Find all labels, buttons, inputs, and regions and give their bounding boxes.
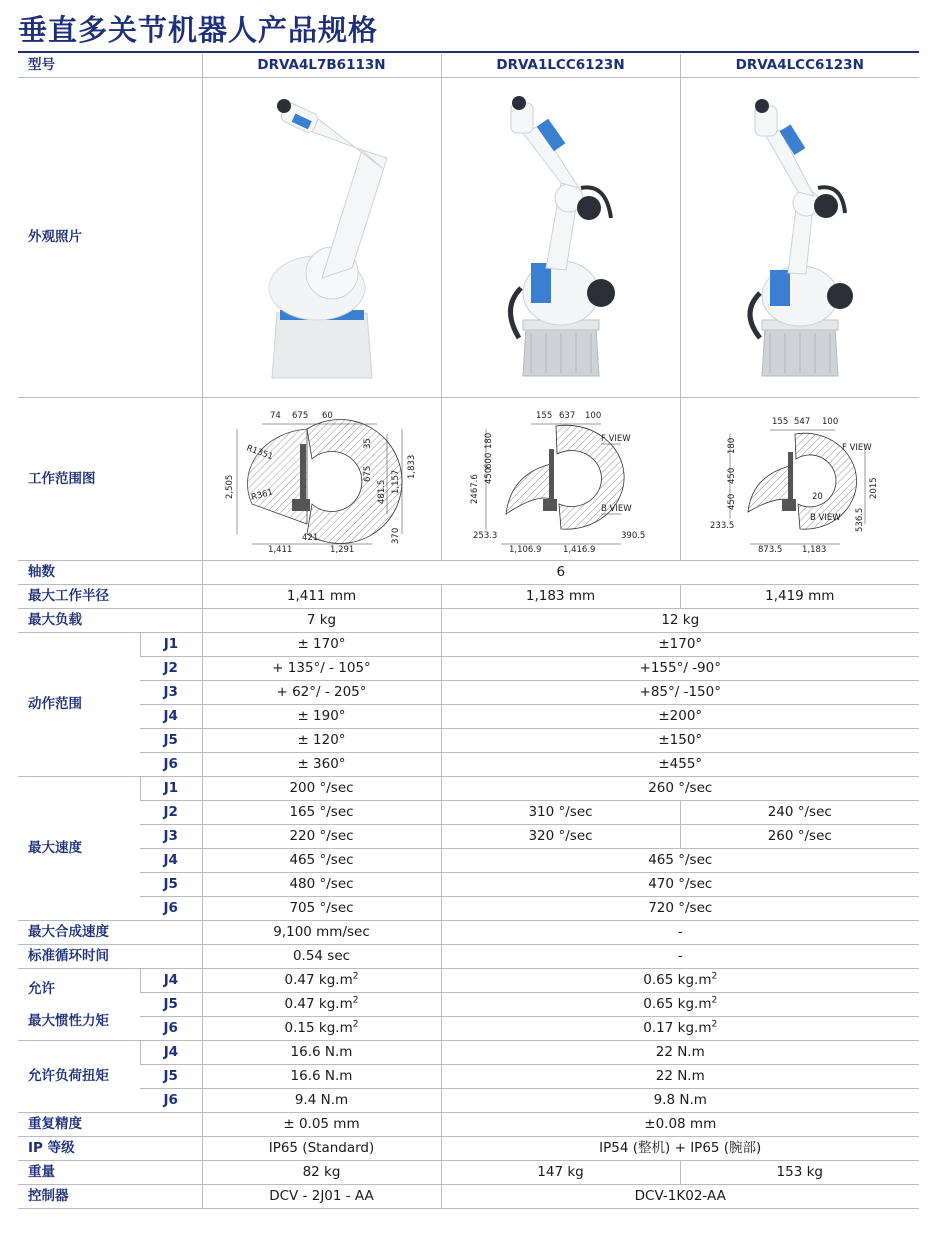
motion-row-j4	[18, 705, 919, 729]
weight-3: 153 kg	[680, 1161, 919, 1185]
speed-joint-j5: J5	[140, 873, 202, 897]
header-row	[18, 54, 919, 78]
motion-j6-a: ± 360°	[202, 753, 441, 777]
d3-top-0: 155	[771, 417, 788, 427]
speed-row-j5	[18, 873, 919, 897]
cycle-time-label: 标准循环时间	[18, 945, 202, 969]
model-name-2: DRVA1LCC6123N	[441, 54, 680, 78]
motion-row-j1	[18, 633, 919, 657]
workrange-row	[18, 398, 919, 561]
d1-bottom-mid: 421	[301, 533, 318, 543]
inertia-j4-b: 0.65 $kg.m^2$	[441, 969, 919, 993]
inertia-row-j5	[18, 993, 919, 1017]
workrange-svg-1	[212, 404, 432, 554]
max-payload-2: 12 kg	[441, 609, 919, 633]
speed-j5-a: 480 °/sec	[202, 873, 441, 897]
inertia-row-j4	[18, 969, 919, 993]
workrange-svg-2	[451, 404, 671, 554]
motion-j4-b: ±200°	[441, 705, 919, 729]
max-payload-row	[18, 609, 919, 633]
ip-label: IP 等级	[18, 1137, 202, 1161]
d3-left-0: 180	[726, 437, 737, 454]
workrange-diagram-1	[202, 398, 441, 561]
axes-value: 6	[202, 561, 919, 585]
controller-label: 控制器	[18, 1185, 202, 1209]
photo-row	[18, 78, 919, 398]
cycle-time-2: -	[441, 945, 919, 969]
motion-j3-a: + 62°/ - 205°	[202, 681, 441, 705]
d1-top-2: 60	[321, 411, 333, 421]
composite-speed-label: 最大合成速度	[18, 921, 202, 945]
speed-row-j4	[18, 849, 919, 873]
motion-row-j6	[18, 753, 919, 777]
inertia-j6-a: 0.15 $kg.m^2$	[202, 1017, 441, 1041]
cycle-time-1: 0.54 sec	[202, 945, 441, 969]
ip-2: IP54 (整机) + IP65 (腕部)	[441, 1137, 919, 1161]
weight-row	[18, 1161, 919, 1185]
d1-r2: R361	[249, 487, 274, 503]
d2-base-0: 1,106.9	[508, 545, 541, 554]
torque-joint-j5: J5	[140, 1065, 202, 1089]
d1-right-3: 1,157	[390, 469, 401, 494]
repeatability-2: ±0.08 mm	[441, 1113, 919, 1137]
max-radius-label: 最大工作半径	[18, 585, 202, 609]
inertia-label-line1: 允许	[28, 980, 55, 997]
speed-row-j2	[18, 801, 919, 825]
workrange-diagram-2	[441, 398, 680, 561]
d1-right-1: 675	[362, 465, 373, 482]
page-title: 垂直多关节机器人产品规格	[18, 13, 379, 47]
inertia-label	[18, 969, 140, 1041]
inertia-label-line2: 最大惯性力矩	[28, 1012, 109, 1029]
max-payload-1: 7 kg	[202, 609, 441, 633]
d3-top-1: 547	[793, 417, 810, 427]
motion-j5-b: ±150°	[441, 729, 919, 753]
max-radius-3: 1,419 mm	[680, 585, 919, 609]
composite-speed-2: -	[441, 921, 919, 945]
d1-base-1: 1,291	[329, 545, 354, 554]
d3-right: 2015	[868, 477, 879, 499]
max-radius-row	[18, 585, 919, 609]
speed-row-j6	[18, 897, 919, 921]
weight-1: 82 kg	[202, 1161, 441, 1185]
speed-j2-c: 240 °/sec	[680, 801, 919, 825]
d2-top-2: 100	[584, 411, 601, 421]
motion-j6-b: ±455°	[441, 753, 919, 777]
motion-j5-a: ± 120°	[202, 729, 441, 753]
controller-1: DCV - 2J01 - AA	[202, 1185, 441, 1209]
d3-bview: B VIEW	[809, 513, 841, 523]
d1-top-1: 675	[291, 411, 308, 421]
model-name-3: DRVA4LCC6123N	[680, 54, 919, 78]
photo-label: 外观照片	[18, 78, 202, 398]
motion-row-j5	[18, 729, 919, 753]
d2-top-0: 155	[535, 411, 552, 421]
inertia-joint-j4: J4	[140, 969, 202, 993]
motion-j4-a: ± 190°	[202, 705, 441, 729]
torque-row-j5	[18, 1065, 919, 1089]
d3-base-0: 873.5	[757, 545, 783, 554]
torque-joint-j6: J6	[140, 1089, 202, 1113]
inertia-j4-a: 0.47 $kg.m^2$	[202, 969, 441, 993]
motion-j2-b: +155°/ -90°	[441, 657, 919, 681]
d3-right2: 536.5	[854, 507, 865, 532]
d1-bottom-right: 370	[390, 527, 401, 544]
speed-j6-b: 720 °/sec	[441, 897, 919, 921]
speed-j3-c: 260 °/sec	[680, 825, 919, 849]
torque-row-j4	[18, 1041, 919, 1065]
torque-j6-b: 9.8 N.m	[441, 1089, 919, 1113]
max-radius-1: 1,411 mm	[202, 585, 441, 609]
max-radius-2: 1,183 mm	[441, 585, 680, 609]
workrange-label: 工作范围图	[18, 398, 202, 561]
model-label: 型号	[18, 54, 202, 78]
d1-right-0: 35	[362, 438, 373, 449]
d3-inner: 20	[811, 492, 823, 502]
d2-base-1: 1,416.9	[562, 545, 595, 554]
motion-j1-b: ±170°	[441, 633, 919, 657]
axes-row	[18, 561, 919, 585]
d2-bottom-left: 253.3	[472, 531, 497, 541]
speed-joint-j6: J6	[140, 897, 202, 921]
title-rule	[18, 51, 919, 53]
spec-table	[18, 54, 919, 1209]
d3-bottom-left: 233.5	[709, 521, 735, 531]
robot-illustration-1	[222, 88, 422, 388]
speed-j2-b: 310 °/sec	[441, 801, 680, 825]
d2-fview: F VIEW	[600, 434, 631, 444]
d2-left-2: 600	[483, 452, 494, 469]
repeatability-row	[18, 1113, 919, 1137]
max-payload-label: 最大负载	[18, 609, 202, 633]
d3-base-1: 1,183	[801, 545, 827, 554]
inertia-row-j6	[18, 1017, 919, 1041]
d1-right-4: 1,833	[406, 454, 417, 479]
speed-joint-j1: J1	[140, 777, 202, 801]
speed-j3-a: 220 °/sec	[202, 825, 441, 849]
motion-joint-j5: J5	[140, 729, 202, 753]
motion-joint-j3: J3	[140, 681, 202, 705]
torque-j5-a: 16.6 N.m	[202, 1065, 441, 1089]
torque-j6-a: 9.4 N.m	[202, 1089, 441, 1113]
speed-j5-b: 470 °/sec	[441, 873, 919, 897]
robot-photo-1	[202, 78, 441, 398]
workrange-diagram-3	[680, 398, 919, 561]
composite-speed-1: 9,100 mm/sec	[202, 921, 441, 945]
motion-j3-b: +85°/ -150°	[441, 681, 919, 705]
model-name-1: DRVA4L7B6113N	[202, 54, 441, 78]
d1-left: 2,505	[224, 474, 235, 499]
motion-joint-j4: J4	[140, 705, 202, 729]
d3-left-2: 450	[726, 493, 737, 510]
motion-range-label: 动作范围	[18, 633, 140, 777]
d3-left-1: 450	[726, 467, 737, 484]
robot-photo-2	[441, 78, 680, 398]
speed-j3-b: 320 °/sec	[441, 825, 680, 849]
inertia-j6-b: 0.17 $kg.m^2$	[441, 1017, 919, 1041]
d1-top-0: 74	[269, 411, 281, 421]
robot-illustration-2	[461, 88, 661, 388]
speed-j6-a: 705 °/sec	[202, 897, 441, 921]
speed-joint-j4: J4	[140, 849, 202, 873]
d1-right-2: 481.5	[376, 479, 387, 504]
speed-joint-j3: J3	[140, 825, 202, 849]
weight-2: 147 kg	[441, 1161, 680, 1185]
repeatability-1: ± 0.05 mm	[202, 1113, 441, 1137]
speed-j1-a: 200 °/sec	[202, 777, 441, 801]
d3-top-2: 100	[821, 417, 838, 427]
motion-j1-a: ± 170°	[202, 633, 441, 657]
torque-j4-b: 22 N.m	[441, 1041, 919, 1065]
motion-joint-j1: J1	[140, 633, 202, 657]
motion-j2-a: + 135°/ - 105°	[202, 657, 441, 681]
torque-j4-a: 16.6 N.m	[202, 1041, 441, 1065]
torque-row-j6	[18, 1089, 919, 1113]
d3-fview: F VIEW	[841, 443, 872, 453]
d1-base-0: 1,411	[267, 545, 292, 554]
motion-joint-j6: J6	[140, 753, 202, 777]
motion-row-j2	[18, 657, 919, 681]
repeatability-label: 重复精度	[18, 1113, 202, 1137]
ip-row	[18, 1137, 919, 1161]
composite-speed-row	[18, 921, 919, 945]
speed-j2-a: 165 °/sec	[202, 801, 441, 825]
torque-joint-j4: J4	[140, 1041, 202, 1065]
inertia-joint-j6: J6	[140, 1017, 202, 1041]
max-speed-label: 最大速度	[18, 777, 140, 921]
robot-photo-3	[680, 78, 919, 398]
controller-2: DCV-1K02-AA	[441, 1185, 919, 1209]
motion-row-j3	[18, 681, 919, 705]
controller-row	[18, 1185, 919, 1209]
axes-label: 轴数	[18, 561, 202, 585]
torque-j5-b: 22 N.m	[441, 1065, 919, 1089]
speed-j4-b: 465 °/sec	[441, 849, 919, 873]
torque-label: 允许负荷扭矩	[18, 1041, 140, 1113]
cycle-time-row	[18, 945, 919, 969]
d1-r1: R1351	[244, 443, 274, 463]
motion-joint-j2: J2	[140, 657, 202, 681]
d2-top-1: 637	[558, 411, 575, 421]
ip-1: IP65 (Standard)	[202, 1137, 441, 1161]
d2-left-0: 180	[483, 432, 494, 449]
speed-row-j1	[18, 777, 919, 801]
workrange-svg-3	[690, 404, 910, 554]
speed-j1-b: 260 °/sec	[441, 777, 919, 801]
d2-left-3: 2467.6	[469, 474, 480, 504]
robot-illustration-3	[700, 88, 900, 388]
inertia-j5-b: 0.65 $kg.m^2$	[441, 993, 919, 1017]
d2-bview: B VIEW	[600, 504, 632, 514]
speed-row-j3	[18, 825, 919, 849]
speed-joint-j2: J2	[140, 801, 202, 825]
weight-label: 重量	[18, 1161, 202, 1185]
d2-left-1: 450	[483, 467, 494, 484]
speed-j4-a: 465 °/sec	[202, 849, 441, 873]
inertia-j5-a: 0.47 $kg.m^2$	[202, 993, 441, 1017]
inertia-joint-j5: J5	[140, 993, 202, 1017]
d2-bottom-right: 390.5	[620, 531, 645, 541]
